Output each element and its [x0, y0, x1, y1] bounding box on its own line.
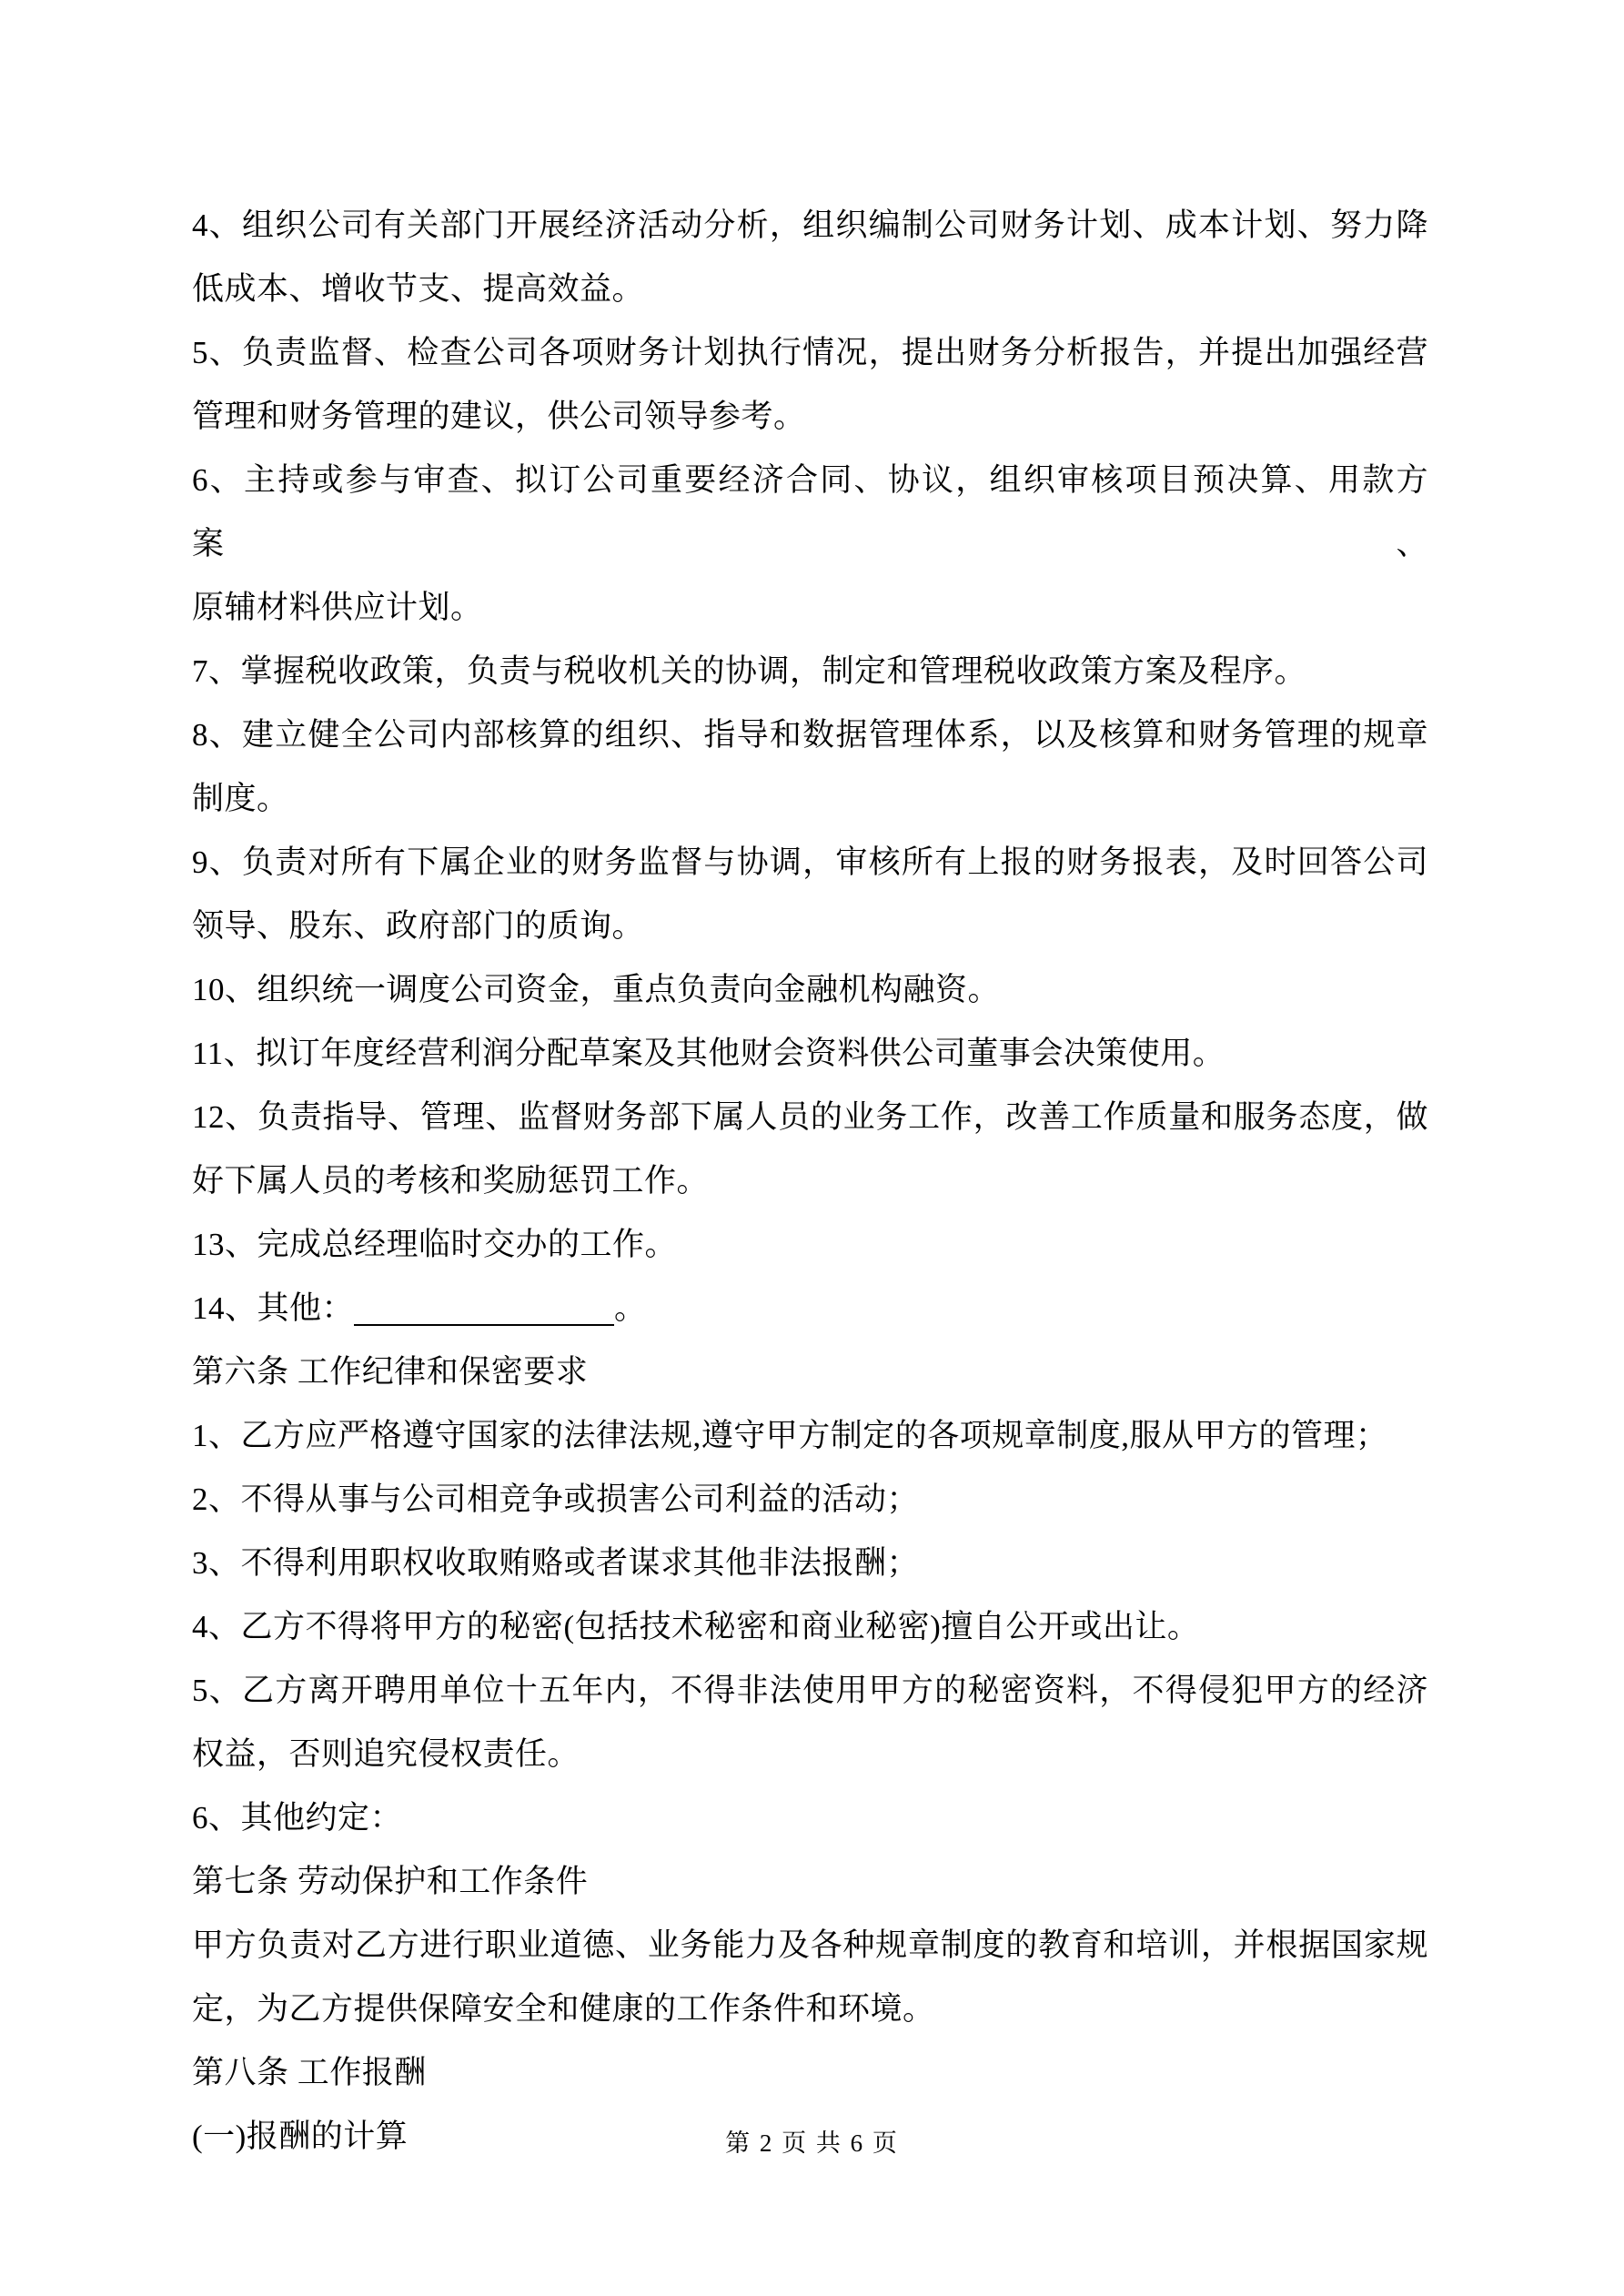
- contract-line: 6、主持或参与审查、拟订公司重要经济合同、协议，组织审核项目预决算、用款方案、: [192, 462, 1428, 561]
- contract-line: 8、建立健全公司内部核算的组织、指导和数据管理体系，以及核算和财务管理的规章: [192, 717, 1428, 753]
- contract-line: 7、掌握税收政策，负责与税收机关的协调，制定和管理税收政策方案及程序。: [192, 653, 1307, 689]
- contract-line: 2、不得从事与公司相竞争或损害公司利益的活动；: [192, 1482, 920, 1517]
- contract-line: 好下属人员的考核和奖励惩罚工作。: [192, 1163, 710, 1199]
- contract-line: 12、负责指导、管理、监督财务部下属人员的业务工作，改善工作质量和服务态度，做: [192, 1099, 1428, 1135]
- contract-line: (一)报酬的计算: [192, 2119, 409, 2154]
- contract-line: 管理和财务管理的建议，供公司领导参考。: [192, 399, 806, 434]
- contract-line: 定，为乙方提供保障安全和健康的工作条件和环境。: [192, 1991, 935, 2027]
- contract-line: 4、乙方不得将甲方的秘密(包括技术秘密和商业秘密)擅自公开或出让。: [192, 1609, 1200, 1644]
- blank-line-period: 。: [614, 1290, 647, 1326]
- contract-line: 13、完成总经理临时交办的工作。: [192, 1227, 678, 1262]
- contract-line: 甲方负责对乙方进行职业道德、业务能力及各种规章制度的教育和培训，并根据国家规: [192, 1927, 1428, 1963]
- contract-line: 5、负责监督、检查公司各项财务计划执行情况，提出财务分析报告，并提出加强经营: [192, 335, 1428, 370]
- contract-line: 6、其他约定：: [192, 1800, 403, 1836]
- contract-line: 原辅材料供应计划。: [192, 590, 483, 625]
- contract-line: 权益，否则追究侵权责任。: [192, 1736, 580, 1772]
- contract-line: 11、拟订年度经营利润分配草案及其他财会资料供公司董事会决策使用。: [192, 1036, 1226, 1071]
- contract-line: 5、乙方离开聘用单位十五年内，不得非法使用甲方的秘密资料，不得侵犯甲方的经济: [192, 1673, 1428, 1708]
- contract-line: 10、组织统一调度公司资金，重点负责向金融机构融资。: [192, 972, 1001, 1007]
- contract-line: 9、负责对所有下属企业的财务监督与协调，审核所有上报的财务报表，及时回答公司: [192, 845, 1428, 880]
- contract-line: [192, 1277, 1428, 1340]
- blank-underline: [354, 1323, 614, 1326]
- contract-line: 低成本、增收节支、提高效益。: [192, 271, 645, 307]
- section-heading: 第六条 工作纪律和保密要求: [192, 1354, 589, 1390]
- page-number: 第 2 页 共 6 页: [725, 2129, 899, 2157]
- contract-line: 1、乙方应严格遵守国家的法律法规,遵守甲方制定的各项规章制度,服从甲方的管理；: [192, 1418, 1388, 1453]
- contract-line: 领导、股东、政府部门的质询。: [192, 908, 645, 944]
- contract-line: 制度。: [192, 781, 289, 816]
- contract-line: 4、组织公司有关部门开展经济活动分析，组织编制公司财务计划、成本计划、努力降: [192, 207, 1428, 243]
- section-heading: 第八条 工作报酬: [192, 2055, 427, 2090]
- contract-body: [192, 194, 1428, 2169]
- contract-line: 3、不得利用职权收取贿赂或者谋求其他非法报酬；: [192, 1545, 920, 1581]
- blank-line-label: 14、其他：: [192, 1290, 355, 1326]
- page-footer: [0, 2125, 1624, 2161]
- section-heading: 第七条 劳动保护和工作条件: [192, 1864, 589, 1899]
